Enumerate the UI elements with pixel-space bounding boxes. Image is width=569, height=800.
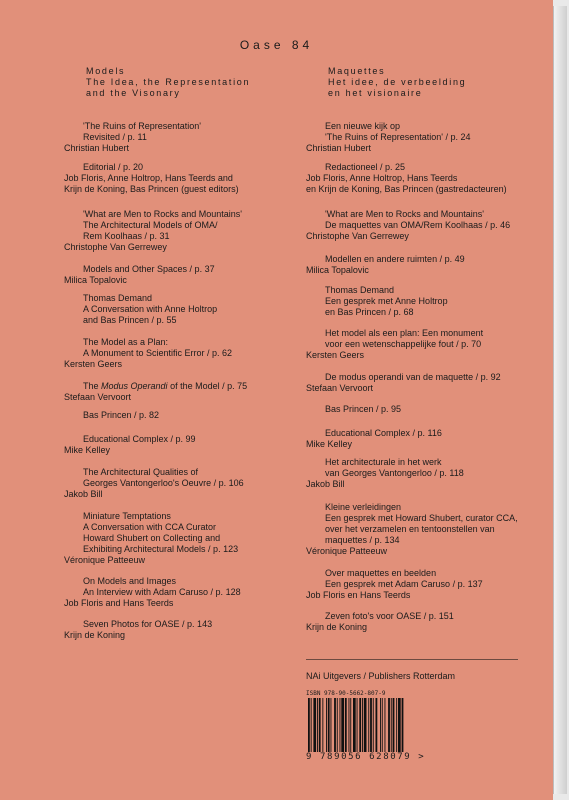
entry-author: Stefaan Vervoort — [64, 392, 132, 402]
entry-title: On Models and Images — [83, 576, 177, 586]
contents-entry — [64, 467, 309, 500]
barcode-bar — [373, 698, 374, 752]
entry-title: 'The Ruins of Representation' / p. 24 — [325, 132, 471, 142]
barcode-bar — [396, 698, 397, 752]
entry-title: 'What are Men to Rocks and Mountains' — [325, 209, 485, 219]
entry-title: The Architectural Models of OMA/ — [83, 220, 218, 230]
contents-entry — [306, 404, 551, 415]
contents-entry — [306, 254, 551, 276]
barcode-bar — [345, 698, 347, 752]
entry-title: A Monument to Scientific Error / p. 62 — [83, 348, 233, 358]
barcode-bar — [364, 698, 367, 752]
barcode-bar — [393, 698, 395, 752]
entry-title: Het model als een plan: Een monument — [325, 328, 484, 338]
divider-rule — [306, 659, 518, 660]
entry-author: Mike Kelley — [306, 439, 353, 449]
contents-entry — [64, 293, 309, 326]
issue-title: Oase 84 — [239, 38, 314, 52]
entry-title: 'The Ruins of Representation' — [83, 121, 202, 131]
entry-title: An Interview with Adam Caruso / p. 128 — [83, 587, 241, 597]
barcode-bar — [376, 698, 378, 752]
entry-author: Jakob Bill — [64, 489, 103, 499]
entry-author: en Krijn de Koning, Bas Princen (gastredacteuren) — [306, 184, 507, 194]
dutch-section-heading — [328, 66, 466, 99]
contents-entry — [64, 434, 309, 456]
contents-entry — [64, 162, 309, 195]
entry-title: De modus operandi van de maquette / p. 92 — [325, 372, 501, 382]
barcode-bar — [350, 698, 351, 752]
publisher-imprint: NAi Uitgevers / Publishers Rotterdam — [306, 671, 456, 681]
entry-author: Krijn de Koning, Bas Princen (guest editors) — [64, 184, 239, 194]
entry-title: voor een wetenschappelijke fout / p. 70 — [325, 339, 482, 349]
entry-title-prefix: The — [83, 381, 102, 391]
barcode-bar — [402, 698, 404, 752]
barcode-bar — [359, 698, 361, 752]
entry-title: A Conversation with Anne Holtrop — [83, 304, 218, 314]
barcode-block — [304, 690, 436, 766]
entry-author: Job Floris, Anne Holtrop, Hans Teerds and — [64, 173, 233, 183]
barcode-bar — [398, 698, 401, 752]
english-section-heading — [86, 66, 250, 99]
barcode-bar — [331, 698, 332, 752]
barcode-bar — [322, 698, 323, 752]
entry-title: Bas Princen / p. 82 — [83, 410, 160, 420]
entry-title: Kleine verleidingen — [325, 502, 402, 512]
entry-title: Een gesprek met Adam Caruso / p. 137 — [325, 579, 483, 589]
contents-entry — [306, 285, 551, 318]
isbn-number: ISBN 978-90-5662-807-9 — [306, 690, 386, 697]
contents-entry — [306, 121, 551, 154]
page-edge — [553, 6, 567, 794]
heading-line: Models — [86, 66, 126, 76]
contents-entry — [64, 121, 309, 154]
barcode-bar — [349, 698, 350, 752]
entry-title: van Georges Vantongerloo / p. 118 — [325, 468, 464, 478]
entry-author: Christophe Van Gerrewey — [64, 242, 167, 252]
contents-entry — [64, 337, 309, 370]
barcode-bar — [391, 698, 392, 752]
entry-author: Véronique Patteeuw — [306, 546, 388, 556]
entry-author: Christophe Van Gerrewey — [306, 231, 409, 241]
entry-title: A Conversation with CCA Curator — [83, 522, 217, 532]
contents-entry — [306, 328, 551, 361]
barcode-bar — [317, 698, 318, 752]
barcode-bar — [328, 698, 330, 752]
contents-entry — [64, 511, 309, 566]
heading-line: Het idee, de verbeelding — [328, 77, 467, 87]
barcode-bar — [353, 698, 356, 752]
entry-author: Krijn de Koning — [306, 622, 368, 632]
contents-entry — [64, 410, 309, 421]
entry-author: Krijn de Koning — [64, 630, 126, 640]
barcode-bar — [385, 698, 386, 752]
entry-author: Stefaan Vervoort — [306, 383, 374, 393]
barcode-icon — [304, 698, 434, 752]
barcode-bar — [370, 698, 372, 752]
entry-title: en Bas Princen / p. 68 — [325, 307, 414, 317]
barcode-bar — [340, 698, 341, 752]
barcode-bar — [334, 698, 336, 752]
barcode-bar — [357, 698, 358, 752]
heading-line: and the Visonary — [86, 88, 181, 98]
entry-title: maquettes / p. 134 — [325, 535, 400, 545]
barcode-bar — [319, 698, 321, 752]
entry-title — [64, 381, 309, 392]
contents-entry — [306, 502, 551, 557]
entry-title-suffix: of the Model / p. 75 — [167, 381, 248, 391]
heading-line: en het visionaire — [328, 88, 423, 98]
entry-title: Seven Photos for OASE / p. 143 — [83, 619, 213, 629]
entry-author: Job Floris and Hans Teerds — [64, 598, 174, 608]
entry-title: De maquettes van OMA/Rem Koolhaas / p. 46 — [325, 220, 511, 230]
contents-entry — [306, 209, 551, 242]
contents-entry — [64, 264, 309, 286]
entry-title: Een gesprek met Anne Holtrop — [325, 296, 448, 306]
entry-title: Het architecturale in het werk — [325, 457, 442, 467]
entry-title: Redactioneel / p. 25 — [325, 162, 406, 172]
entry-title: and Bas Princen / p. 55 — [83, 315, 177, 325]
entry-author: Véronique Patteeuw — [64, 555, 146, 565]
entry-title: over het verzamelen en tentoonstellen van — [325, 524, 495, 534]
entry-title: Thomas Demand — [325, 285, 395, 295]
entry-title: Educational Complex / p. 99 — [83, 434, 196, 444]
contents-entry — [306, 162, 551, 195]
entry-title: Georges Vantongerloo's Oeuvre / p. 106 — [83, 478, 244, 488]
heading-line: The Idea, the Representation — [86, 77, 251, 87]
contents-entry — [306, 428, 551, 450]
entry-title: Editorial / p. 20 — [83, 162, 144, 172]
entry-author: Milica Topalovic — [64, 275, 127, 285]
barcode-bar — [337, 698, 338, 752]
entry-title: Thomas Demand — [83, 293, 153, 303]
entry-author: Kersten Geers — [306, 350, 365, 360]
entry-title: Een gesprek met Howard Shubert, curator CCA, — [325, 513, 518, 523]
entry-title: The Model as a Plan: — [83, 337, 169, 347]
barcode-bar — [368, 698, 369, 752]
ean-number: 9 789056 628079 > — [306, 752, 426, 762]
entry-author: Mike Kelley — [64, 445, 111, 455]
entry-title: Howard Shubert on Collecting and — [83, 533, 221, 543]
entry-title: 'What are Men to Rocks and Mountains' — [83, 209, 243, 219]
entry-title: Models and Other Spaces / p. 37 — [83, 264, 215, 274]
contents-entry — [306, 372, 551, 394]
entry-title: Zeven foto's voor OASE / p. 151 — [325, 611, 454, 621]
contents-entry — [64, 381, 309, 403]
heading-line: Maquettes — [328, 66, 386, 76]
contents-entry — [306, 568, 551, 601]
contents-entry — [64, 619, 309, 641]
entry-author: Job Floris, Anne Holtrop, Hans Teerds — [306, 173, 458, 183]
entry-title: Modellen en andere ruimten / p. 49 — [325, 254, 465, 264]
entry-title: Revisited / p. 11 — [83, 132, 147, 142]
entry-author: Milica Topalovic — [306, 265, 369, 275]
entry-title: Educational Complex / p. 116 — [325, 428, 442, 438]
entry-title: Bas Princen / p. 95 — [325, 404, 402, 414]
barcode-bar — [388, 698, 390, 752]
entry-title: Exhibiting Architectural Models / p. 123 — [83, 544, 239, 554]
entry-title: Rem Koolhaas / p. 31 — [83, 231, 170, 241]
barcode-bar — [341, 698, 344, 752]
entry-title-italic: Modus Operandi — [101, 381, 168, 391]
entry-title: Over maquettes en beelden — [325, 568, 437, 578]
contents-entry — [64, 576, 309, 609]
entry-author: Jakob Bill — [306, 479, 345, 489]
barcode-bar — [380, 698, 381, 752]
contents-entry — [306, 457, 551, 490]
barcode-bar — [362, 698, 363, 752]
barcode-bar — [382, 698, 383, 752]
entry-title: Een nieuwe kijk op — [325, 121, 401, 131]
entry-title: Miniature Temptations — [83, 511, 171, 521]
barcode-bar — [311, 698, 312, 752]
entry-author: Christian Hubert — [306, 143, 372, 153]
contents-entry — [306, 611, 551, 633]
entry-author: Kersten Geers — [64, 359, 123, 369]
entry-author: Job Floris en Hans Teerds — [306, 590, 411, 600]
barcode-bar — [313, 698, 316, 752]
entry-author: Christian Hubert — [64, 143, 130, 153]
barcode-bar — [326, 698, 327, 752]
barcode-bar — [308, 698, 310, 752]
contents-entry — [64, 209, 309, 253]
entry-title: The Architectural Qualities of — [83, 467, 199, 477]
